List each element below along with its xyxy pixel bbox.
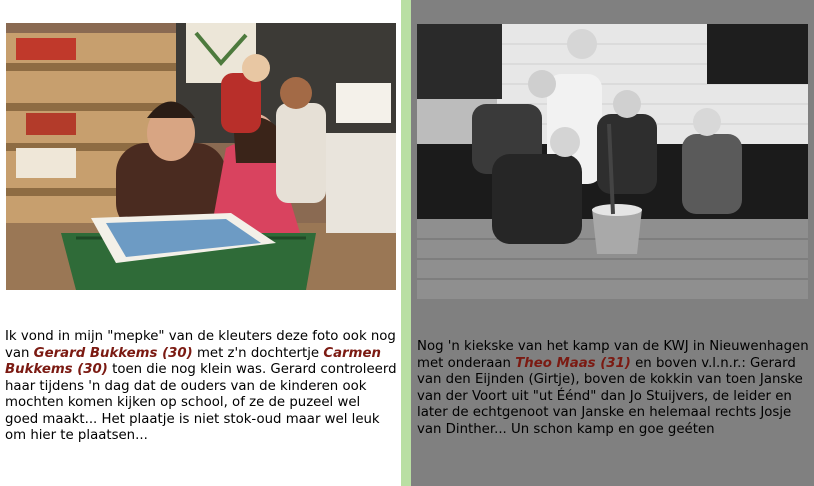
camp-bw-photo — [417, 24, 808, 299]
caption-text: en boven v.l.n.r.: Gerard van den Eijnden (Girtje), boven de kokkin van toen Janske van der Voort uit "ut Éénd" dan Jo Stuijvers, de leider en later de echtgenoot van Janske en helemaal rechts Josje van Dinther... Un schon kamp en goe geéten — [417, 355, 803, 437]
column-divider — [401, 0, 411, 486]
left-panel — [0, 0, 401, 486]
person-name-carmen: Carmen Bukkems (30) — [5, 345, 381, 377]
left-caption — [5, 329, 397, 445]
camp-photo-image — [417, 24, 808, 299]
person-name-gerard: Gerard Bukkems (30) — [33, 345, 193, 361]
person-name-theo: Theo Maas (31) — [515, 355, 631, 371]
caption-text: Nog 'n kiekske van het kamp van de KWJ in Nieuwenhagen met onderaan — [417, 339, 809, 371]
right-caption — [417, 339, 809, 438]
classroom-photo-image — [6, 23, 396, 290]
caption-text: met z'n dochtertje — [192, 345, 324, 361]
caption-text: Ik vond in mijn "mepke" van de kleuters deze foto ook nog van — [5, 329, 396, 361]
right-panel — [411, 0, 814, 486]
classroom-color-photo — [6, 23, 396, 290]
caption-text: toen die nog klein was. Gerard controleerd haar tijdens 'n dag dat de ouders van de kinderen ook mochten komen kijken op school, of ze de puzeel wel goed maakt... Het plaatje is niet stok-oud maar wel leuk om hier te plaatsen... — [5, 362, 397, 443]
